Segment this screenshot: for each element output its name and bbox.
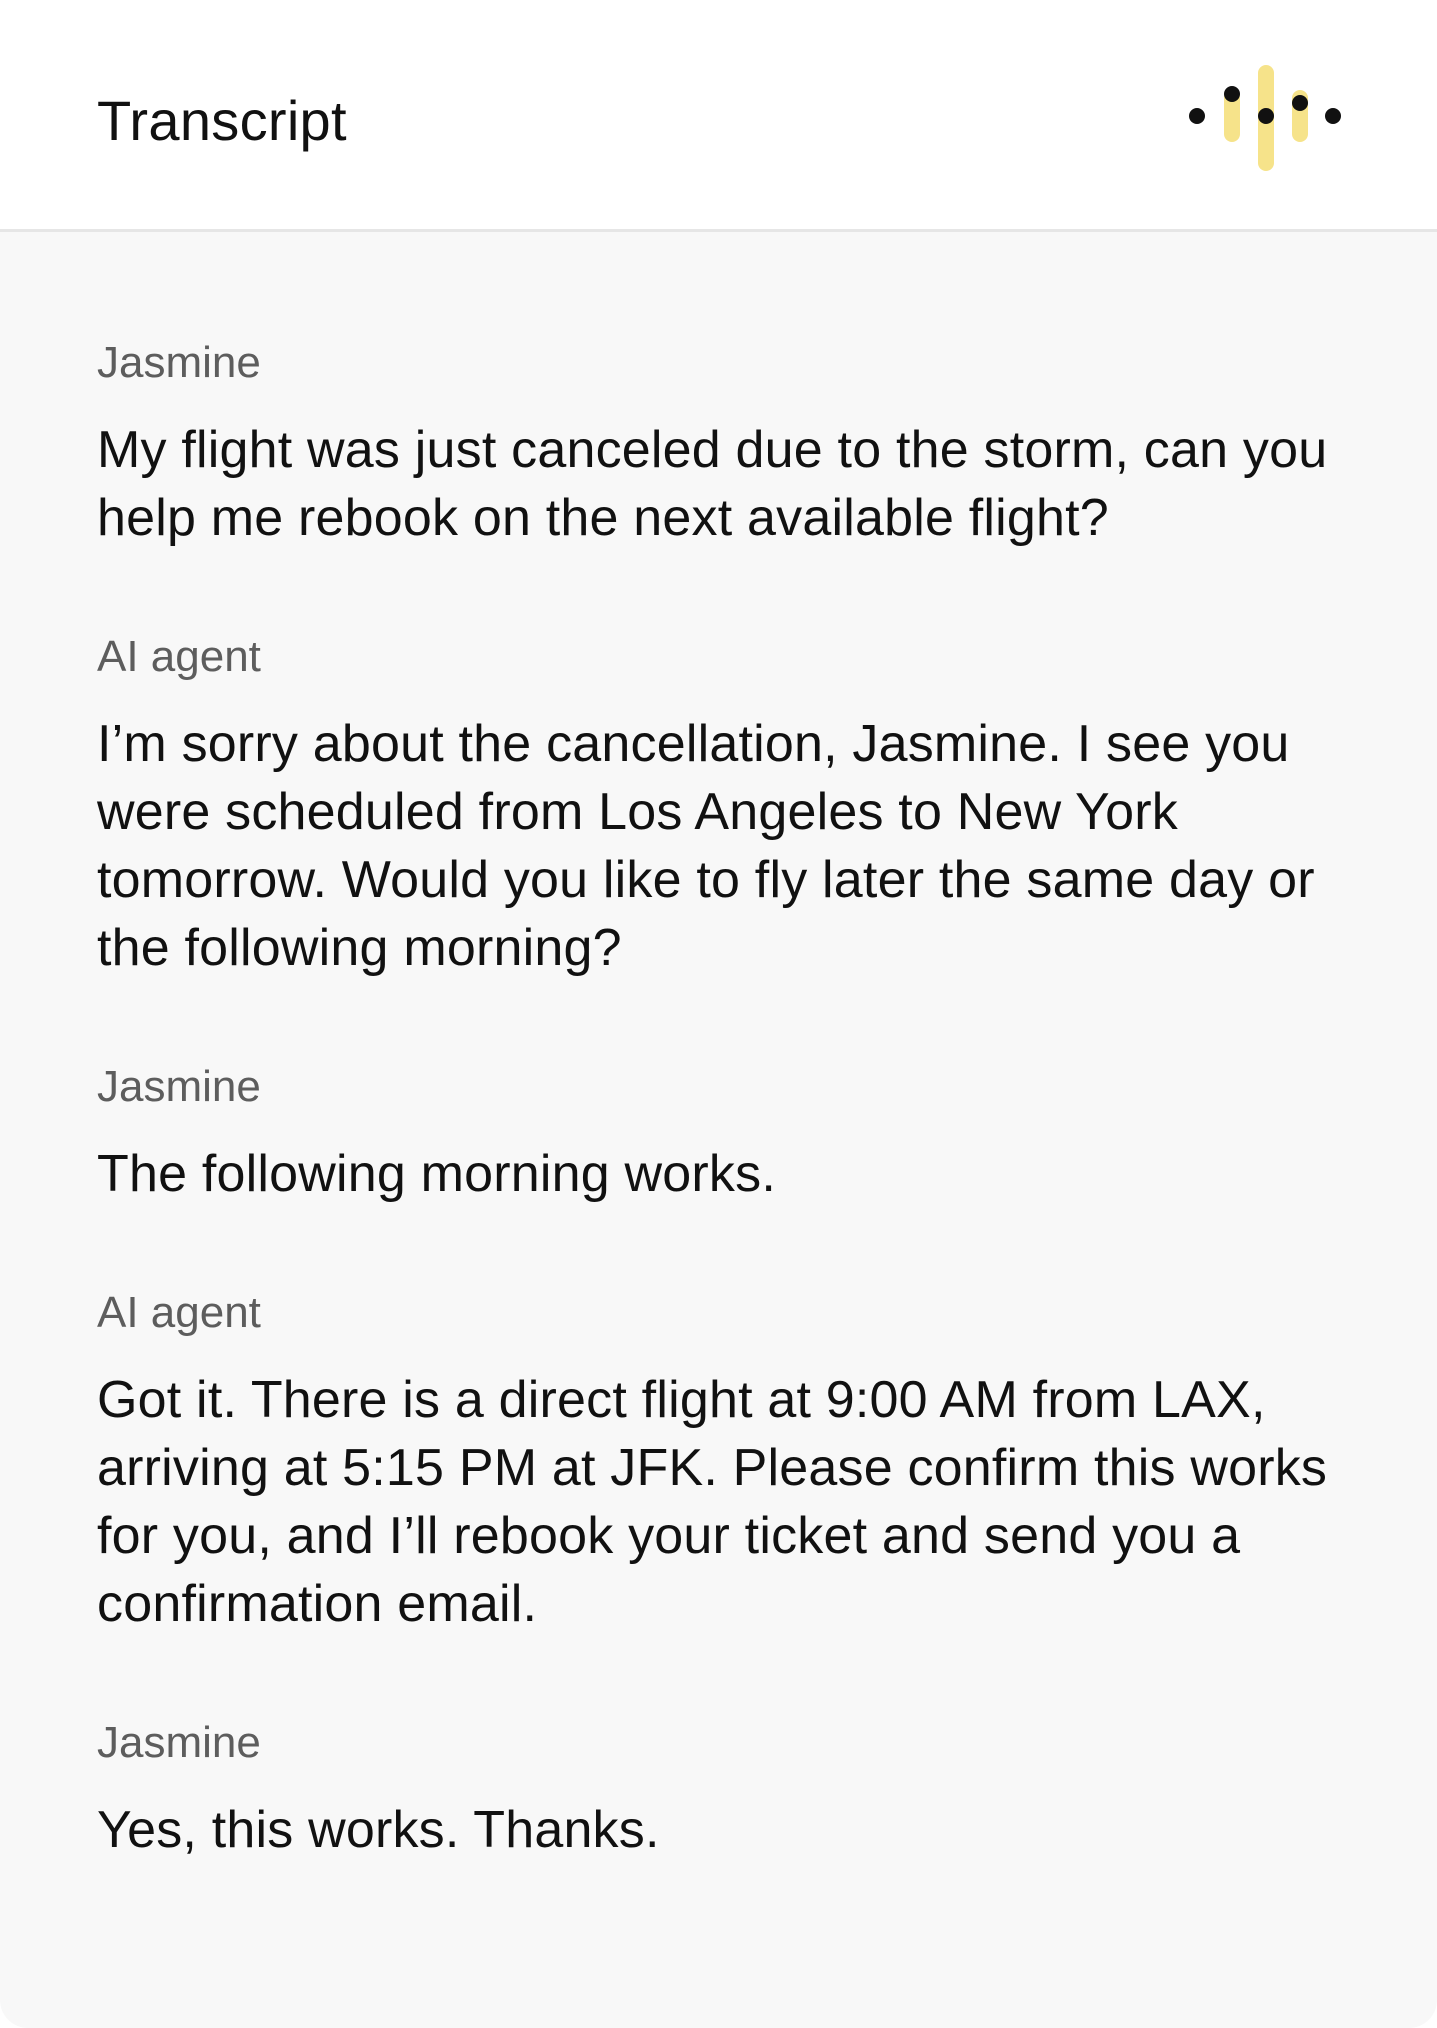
message-text: I’m sorry about the cancellation, Jasmine. I see you were scheduled from Los Angeles to New York tomorrow. Would you like to fly later the same day or the following morning?: [97, 715, 1315, 977]
message-item: [97, 332, 1347, 552]
message-item: [97, 1712, 1347, 1864]
message-text: Got it. There is a direct flight at 9:00 AM from LAX, arriving at 5:15 PM at JFK. Please confirm this works for you, and I’ll rebook your ticket and send you a confirmation email.: [97, 1371, 1328, 1633]
message-item: [97, 1056, 1347, 1208]
voice-waveform-icon: [1180, 60, 1350, 172]
message-text: The following morning works.: [97, 1145, 776, 1203]
message-item: [97, 1282, 1347, 1638]
message-list: [97, 332, 1347, 1938]
speaker-name: Jasmine: [97, 338, 261, 387]
message-text: Yes, this works. Thanks.: [97, 1801, 660, 1859]
speaker-name: Jasmine: [97, 1062, 261, 1111]
page-title: Transcript: [97, 89, 347, 152]
speaker-name: AI agent: [97, 1288, 261, 1337]
speaker-name: AI agent: [97, 632, 261, 681]
transcript-header: [0, 0, 1437, 232]
speaker-name: Jasmine: [97, 1718, 261, 1767]
message-item: [97, 626, 1347, 982]
message-text: My flight was just canceled due to the storm, can you help me rebook on the next available flight?: [97, 421, 1328, 547]
